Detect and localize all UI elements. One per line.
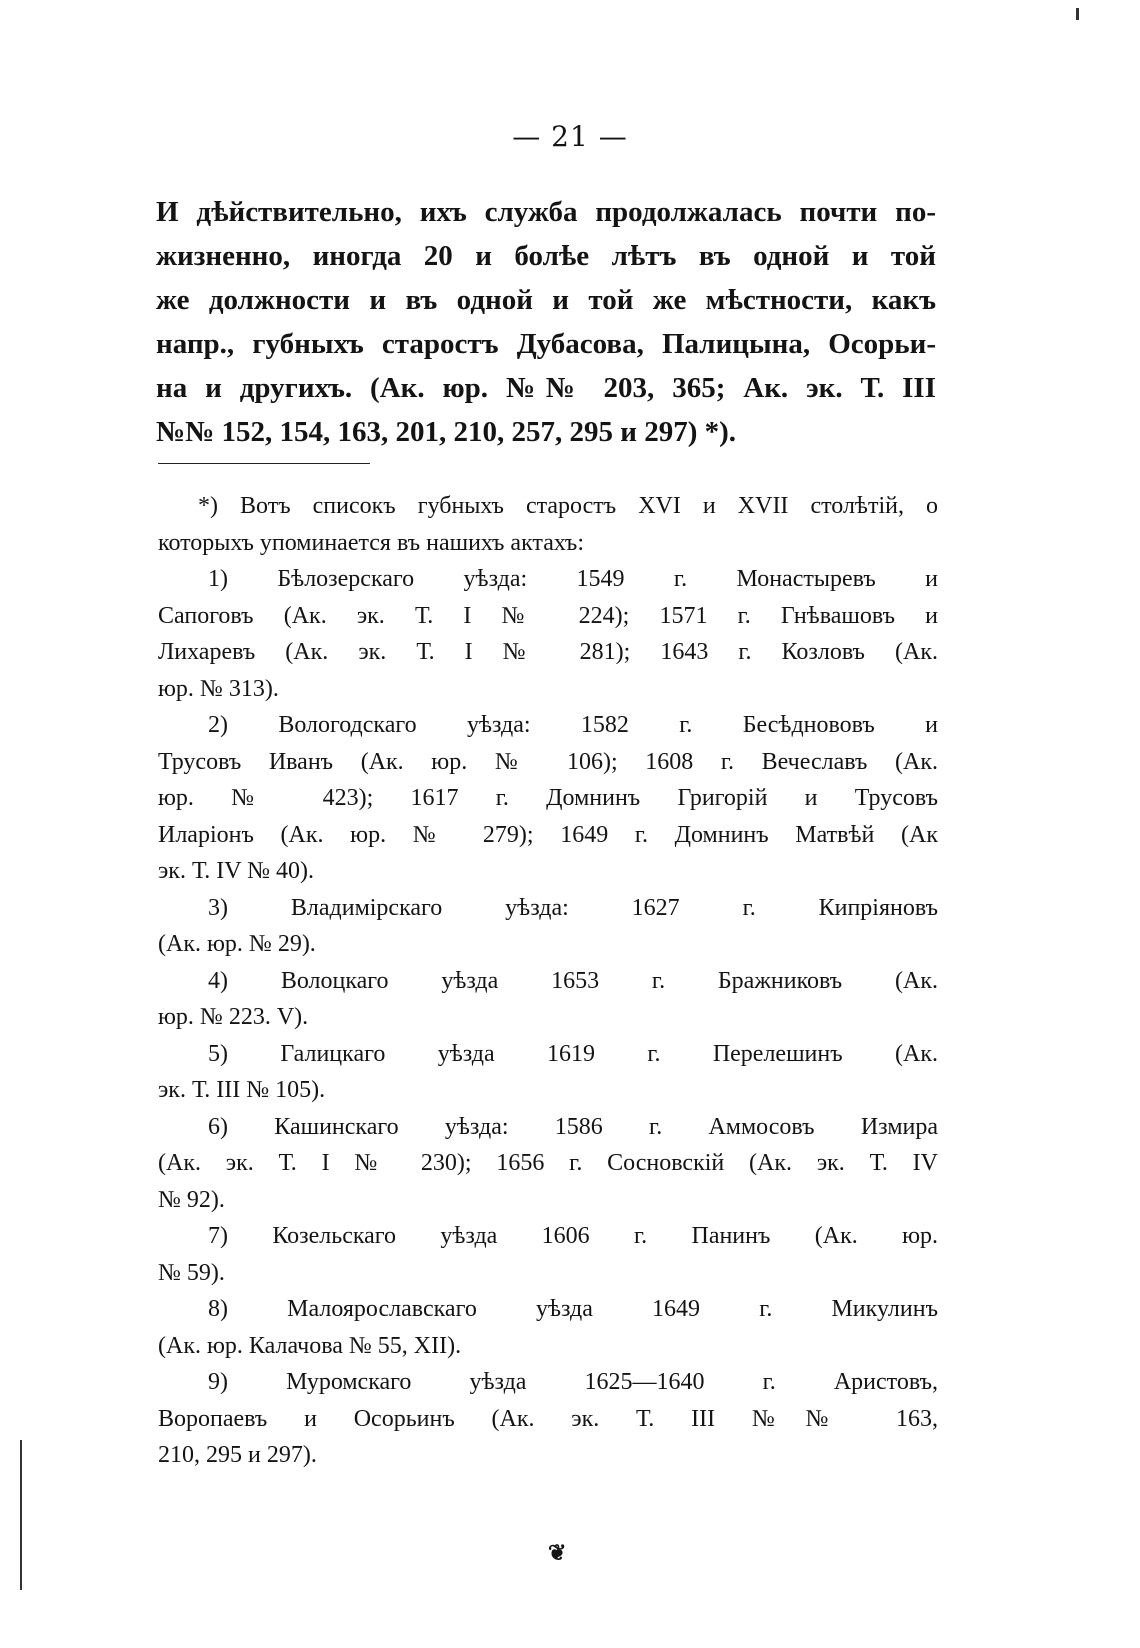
scan-margin-mark [20, 1440, 22, 1590]
footnote-entry-line: 8) Малоярославскаго уѣзда 1649 г. Микулинъ [208, 1296, 938, 1322]
footnote-entry-line: Иларіонъ (Ак. юр. № 279); 1649 г. Домнинъ Матвѣй (Ак [158, 821, 938, 848]
footnote-entry-line: (Ак. эк. Т. I № 230); 1656 г. Сосновскій (Ак. эк. Т. IV [158, 1150, 938, 1176]
footnote-entry-8 [158, 1291, 938, 1364]
footnote-entry-line: № 59). [158, 1259, 225, 1286]
footnote-entry-line: (Ак. юр. Калачова № 55, XII). [158, 1332, 462, 1359]
main-text-line: на и другихъ. (Ак. юр. №№ 203, 365; Ак. эк. Т. III [156, 372, 936, 404]
footnote-entry-line: 6) Кашинскаго уѣзда: 1586 г. Аммосовъ Измира [208, 1113, 938, 1140]
page-number: — 21 — [512, 120, 628, 153]
footnote-entry-line: 9) Муромскаго уѣзда 1625—1640 г. Аристовъ, [208, 1369, 938, 1395]
footnote-entry-line: (Ак. юр. № 29). [158, 931, 316, 957]
footnote-entry-1 [158, 561, 938, 707]
footnote-entry-line: эк. Т. III № 105). [158, 1077, 326, 1103]
footnote-entry-line: юр. № 423); 1617 г. Домнинъ Григорій и Трусовъ [158, 785, 938, 811]
footnote-entry-line: Лихаревъ (Ак. эк. Т. I № 281); 1643 г. Козловъ (Ак. [158, 639, 938, 665]
footnote-entry-5 [158, 1036, 938, 1109]
footnote-entry-line: эк. Т. IV № 40). [158, 858, 314, 884]
main-text-line: №№ 152, 154, 163, 201, 210, 257, 295 и 297) *). [156, 416, 737, 448]
footnote [158, 488, 938, 1474]
footnote-entry-2 [158, 707, 938, 890]
footnote-entry-line: 2) Вологодскаго уѣзда: 1582 г. Бесѣднововъ и [208, 712, 938, 738]
main-text-line: И дѣйствительно, ихъ служба продолжалась почти по- [156, 196, 936, 228]
footnote-entry-line: 1) Бѣлозерскаго уѣзда: 1549 г. Монастыревъ и [208, 566, 938, 592]
footnote-entry-line: 210, 295 и 297). [158, 1442, 317, 1468]
footnote-entry-4 [158, 963, 938, 1036]
main-paragraph [156, 190, 936, 454]
footnote-entry-line: юр. № 223. V). [158, 1004, 309, 1030]
main-text-line: жизненно, иногда 20 и болѣе лѣтъ въ одной и той [156, 240, 936, 272]
main-text-line: напр., губныхъ старостъ Дубасова, Палицына, Осорьи- [156, 328, 936, 360]
footnote-entry-line: юр. № 313). [158, 675, 279, 702]
footnote-entry-line: 3) Владимірскаго уѣзда: 1627 г. Кипріяновъ [208, 894, 938, 921]
footnote-entry-line: Трусовъ Иванъ (Ак. юр. № 106); 1608 г. Вечеславъ (Ак. [158, 748, 938, 775]
footnote-entry-6 [158, 1109, 938, 1219]
footnote-entry-line: № 92). [158, 1186, 225, 1213]
footnote-entry-line: 5) Галицкаго уѣзда 1619 г. Перелешинъ (Ак. [208, 1040, 938, 1067]
print-mark: ❦ [548, 1540, 567, 1566]
footnote-entry-line: Сапоговъ (Ак. эк. Т. I № 224); 1571 г. Гнѣвашовъ и [158, 602, 938, 629]
footnote-intro-line: *) Вотъ списокъ губныхъ старостъ XVI и XVII столѣтій, о [198, 493, 938, 519]
footnote-entry-line: Воропаевъ и Осорьинъ (Ак. эк. Т. III №№ 163, [158, 1405, 938, 1432]
scan-margin-mark [1076, 8, 1079, 20]
main-text-line: же должности и въ одной и той же мѣстности, какъ [156, 284, 936, 316]
footnote-entry-line: 7) Козельскаго уѣзда 1606 г. Панинъ (Ак. юр. [208, 1223, 938, 1249]
footnote-separator-rule [158, 463, 370, 464]
footnote-entry-line: 4) Волоцкаго уѣзда 1653 г. Бражниковъ (Ак. [208, 967, 938, 994]
footnote-entry-7 [158, 1218, 938, 1291]
footnote-entry-9 [158, 1364, 938, 1474]
footnote-intro-line: которыхъ упоминается въ нашихъ актахъ: [158, 529, 585, 556]
footnote-entry-3 [158, 890, 938, 963]
